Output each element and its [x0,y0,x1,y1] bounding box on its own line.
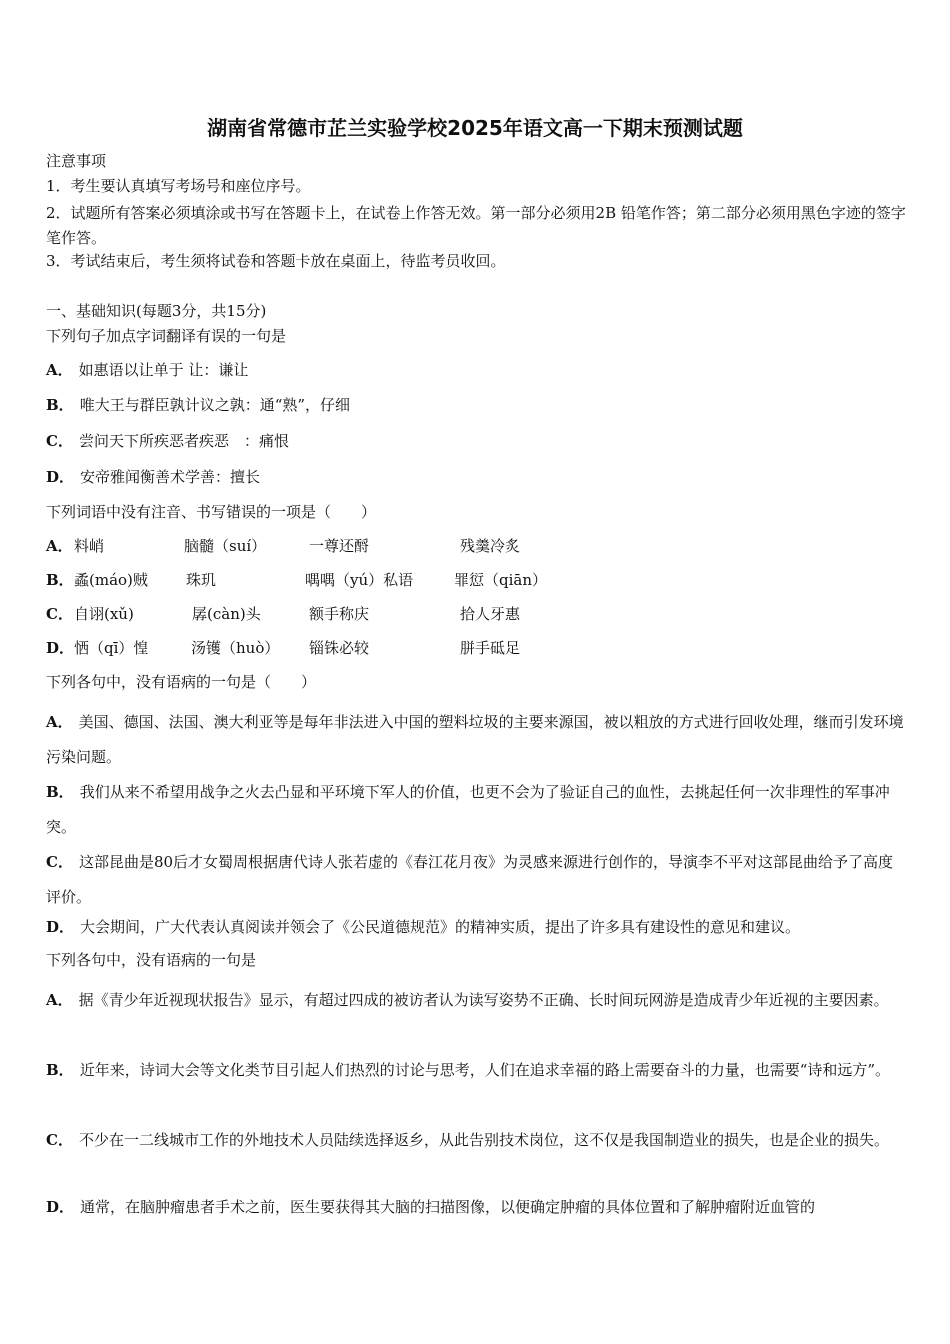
word-2: 脑髓（suí） [184,537,267,555]
section-heading: 一、基础知识(每题3分，共15分) [46,302,267,320]
word-4: 残羹冷炙 [460,537,521,555]
q3-option-d [46,915,906,940]
q3-option-b [46,775,906,845]
word-2: 孱(càn)头 [192,605,261,623]
option-text: 唯大王与群臣孰计议之孰：通“熟”，仔细 [79,396,351,414]
word-3: 喁喁（yú）私语 [305,571,414,589]
option-label: B． [46,1061,74,1079]
option-text: 我们从来不希望用战争之火去凸显和平环境下军人的价值，也更不会为了验证自己的血性，去挑起任何一次非理性的军事冲突。 [46,783,890,836]
option-text: 美国、德国、法国、澳大利亚等是每年非法进入中国的塑料垃圾的主要来源国，被以粗放的方式进行回收处理，继而引发环境污染问题。 [46,713,904,766]
q4-option-d [46,1195,906,1220]
option-label: C． [46,853,73,871]
word-2: 珠玑 [186,571,217,589]
q1-stem: 下列句子加点字词翻译有误的一句是 [46,327,287,345]
q4-option-c [46,1123,906,1158]
notice-item-3: 3．考试结束后，考生须将试卷和答题卡放在桌面上，待监考员收回。 [46,252,506,270]
row-label: C． [46,605,73,623]
notice-item-1: 1．考生要认真填写考场号和座位序号。 [46,177,311,195]
option-label: B． [46,783,74,801]
word-1: 自诩(xǔ) [74,605,134,623]
option-label: A． [46,713,73,731]
word-3: 一尊还酹 [309,537,370,555]
option-text: 如惠语以让单于 让：谦让 [78,361,249,379]
option-text: 近年来，诗词大会等文化类节目引起人们热烈的讨论与思考，人们在追求幸福的路上需要奋斗的力量，也需要“诗和远方”。 [79,1061,891,1079]
q3-option-a [46,705,906,775]
word-3: 额手称庆 [309,605,370,623]
option-label: A． [46,991,73,1009]
option-text: 不少在一二线城市工作的外地技术人员陆续选择返乡，从此告别技术岗位，这不仅是我国制造业的损失，也是企业的损失。 [78,1131,889,1149]
word-1: 恓（qī）惶 [74,639,149,657]
option-text: 安帝雅闻衡善术学善：擅长 [80,468,261,486]
word-3: 锱铢必较 [309,639,370,657]
option-label: D． [46,1198,75,1216]
q4-stem: 下列各句中，没有语病的一句是 [46,951,257,969]
q3-option-c [46,845,906,915]
option-text: 通常，在脑肿瘤患者手术之前，医生要获得其大脑的扫描图像，以便确定肿瘤的具体位置和了解肿瘤附近血管的 [80,1198,816,1216]
word-1: 蟊(máo)贼 [74,571,148,589]
word-4: 拾人牙惠 [460,605,521,623]
row-label: B． [46,571,74,589]
notice-item-2: 2．试题所有答案必须填涂或书写在答题卡上，在试卷上作答无效。第一部分必须用2B 铅笔作答；第二部分必须用黑色字迹的签字笔作答。 [46,204,906,247]
option-label: C． [46,1131,73,1149]
q1-option-d [46,467,260,487]
row-label: D． [46,639,75,657]
option-text: 据《青少年近视现状报告》显示，有超过四成的被访者认为读写姿势不正确、长时间玩网游是造成青少年近视的主要因素。 [78,991,889,1009]
word-4: 胼手砥足 [460,639,521,657]
option-label: B． [46,396,74,414]
q1-option-b [46,395,350,415]
option-text: 尝问天下所疾恶者疾恶 ：痛恨 [78,432,289,450]
option-label: A． [46,361,73,379]
word-4: 罪愆（qiān） [454,571,548,589]
q4-option-a [46,983,906,1018]
option-label: D． [46,918,75,936]
word-2: 汤镬（huò） [191,639,280,657]
option-text: 大会期间，广大代表认真阅读并领会了《公民道德规范》的精神实质，提出了许多具有建设性的意见和建议。 [80,918,801,936]
q2-stem: 下列词语中没有注音、书写错误的一项是（ ） [46,503,377,521]
option-label: D． [46,468,75,486]
option-text: 这部昆曲是80后才女蜀周根据唐代诗人张若虚的《春江花月夜》为灵感来源进行创作的，导演李不平对这部昆曲给予了高度评价。 [46,853,894,906]
q1-option-a [46,360,248,380]
q3-stem: 下列各句中，没有语病的一句是（ ） [46,673,317,691]
page-title: 湖南省常德市芷兰实验学校2025年语文高一下期末预测试题 [207,116,743,140]
option-label: C． [46,432,73,450]
row-label: A． [46,537,73,555]
word-1: 料峭 [74,537,105,555]
q1-option-c [46,431,289,451]
notice-heading: 注意事项 [46,152,107,170]
q4-option-b [46,1053,906,1088]
